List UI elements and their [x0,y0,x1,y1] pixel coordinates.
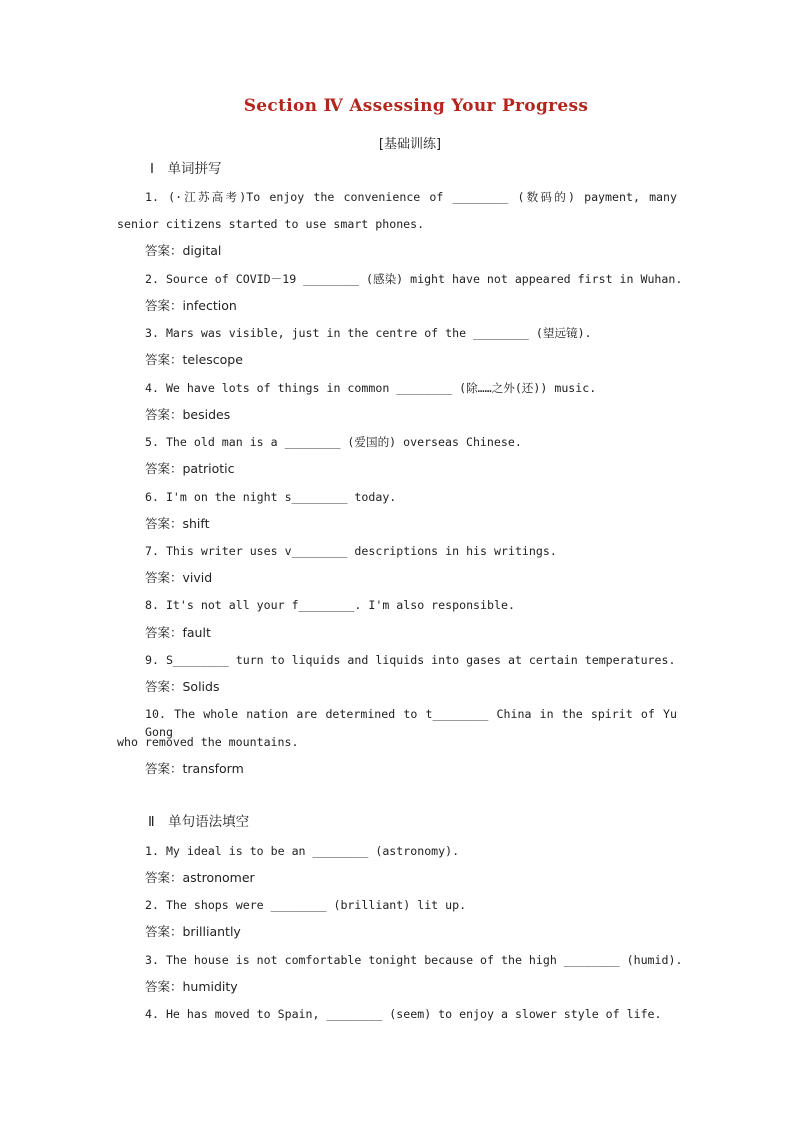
s1-a2: 答案：infection [145,298,237,313]
s1-a9: 答案：Solids [145,679,220,694]
s1-a1: 答案：digital [145,243,222,258]
section1-heading: Ⅰ 单词拼写 [150,161,222,177]
s1-a6: 答案：shift [145,516,210,531]
s1-a10: 答案：transform [145,761,244,776]
s2-q2: 2. The shops were ________ (brilliant) lit up. [145,898,467,912]
s1-a4: 答案：besides [145,407,231,422]
s1-q2: 2. Source of COVID－19 ________ (感染) might have not appeared first in Wuhan. [145,272,683,286]
s2-q4: 4. He has moved to Spain, ________ (seem) to enjoy a slower style of life. [145,1007,662,1021]
section2-heading: Ⅱ 单句语法填空 [148,814,250,830]
s1-q5: 5. The old man is a ________ (爱国的) overseas Chinese. [145,435,522,449]
s1-a8: 答案：fault [145,625,211,640]
s2-a3: 答案：humidity [145,979,238,994]
s1-q1-line2: senior citizens started to use smart phones. [117,217,425,231]
s1-q3: 3. Mars was visible, just in the centre of the ________ (望远镜). [145,326,592,340]
s1-q10-line1: 10. The whole nation are determined to t________ China in the spirit of Yu Gong [145,707,677,739]
s1-a5: 答案：patriotic [145,461,235,476]
page-title: Section Ⅳ Assessing Your Progress [243,96,589,116]
s1-q8: 8. It's not all your f________. I'm also responsible. [145,598,515,612]
page-subtitle: [基础训练] [378,137,442,152]
s1-q9: 9. S________ turn to liquids and liquids into gases at certain temperatures. [145,653,676,667]
s1-q1-line1: 1. (·江苏高考)To enjoy the convenience of ________ (数码的) payment, many [145,190,677,204]
s2-q3: 3. The house is not comfortable tonight because of the high ________ (humid). [145,953,683,967]
s2-q1: 1. My ideal is to be an ________ (astronomy). [145,844,460,858]
s1-q6: 6. I'm on the night s________ today. [145,490,397,504]
s2-a2: 答案：brilliantly [145,924,241,939]
s1-q7: 7. This writer uses v________ descriptions in his writings. [145,544,557,558]
s1-a3: 答案：telescope [145,352,243,367]
s1-q4: 4. We have lots of things in common ________ (除……之外(还)) music. [145,381,597,395]
s1-a7: 答案：vivid [145,570,213,585]
s1-q10-line2: who removed the mountains. [117,735,299,749]
s2-a1: 答案：astronomer [145,870,255,885]
